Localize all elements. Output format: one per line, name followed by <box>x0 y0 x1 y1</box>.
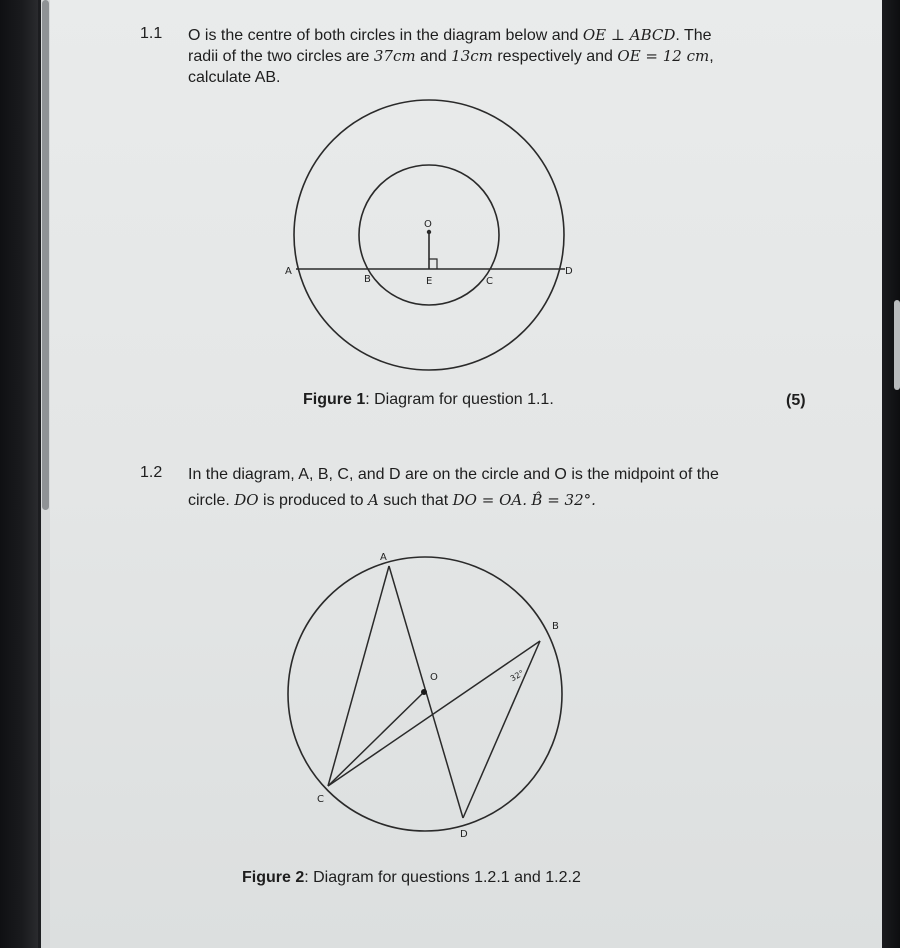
caption-bold: Figure 1 <box>303 391 366 408</box>
caption-text: : Diagram for question 1.1. <box>365 391 554 408</box>
caption-bold: Figure 2 <box>242 869 305 886</box>
q12-text: is produced to <box>258 492 368 509</box>
label-b: B <box>552 621 559 632</box>
label-c: C <box>486 276 493 287</box>
question-1-2-number: 1.2 <box>140 464 163 481</box>
caption-text: : Diagram for questions 1.2.1 and 1.2.2 <box>304 869 581 886</box>
question-1-2-line-2 <box>188 490 596 511</box>
centre-point <box>427 230 431 234</box>
q12-math: A <box>367 491 379 509</box>
q11-math: 37cm <box>373 47 416 65</box>
right-angle-marker <box>429 259 437 269</box>
q11-text: O is the centre of both circles in the diagram below and <box>188 27 583 44</box>
q12-math: DO = OA. <box>452 491 527 509</box>
marks-badge: (5) <box>786 392 806 409</box>
label-a: A <box>380 552 387 563</box>
q12-text: circle. <box>188 492 235 509</box>
q11-math: OE ⊥ ABCD <box>582 26 676 44</box>
q11-math: OE = 12 cm <box>617 47 710 65</box>
q12-math: B̂ = 32°. <box>531 491 596 509</box>
figure-1-caption <box>303 391 554 409</box>
q11-text: . The <box>675 27 712 44</box>
label-o: O <box>430 672 438 683</box>
label-d: D <box>565 266 573 277</box>
figure-2-caption <box>242 869 581 887</box>
label-b: B <box>364 274 371 285</box>
q11-text: , <box>709 48 714 65</box>
q11-text: respectively and <box>492 48 618 65</box>
centre-o-point <box>421 689 427 695</box>
q11-math: 13cm <box>451 47 493 65</box>
line-oc <box>328 692 424 786</box>
question-1-1-line-3: calculate AB. <box>188 69 281 86</box>
question-1-1-number: 1.1 <box>140 25 163 42</box>
q11-text: and <box>415 48 452 65</box>
line-ac <box>328 566 389 786</box>
q12-math: DO <box>234 491 259 509</box>
angle-label: 32° <box>508 668 526 684</box>
q11-text: radii of the two circles are <box>188 48 374 65</box>
label-c: C <box>317 794 324 805</box>
label-e: E <box>426 276 433 287</box>
label-a: A <box>285 266 292 277</box>
q12-text: such that <box>378 492 453 509</box>
label-o: O <box>424 219 432 230</box>
label-d: D <box>460 829 468 840</box>
question-1-2-line-1: In the diagram, A, B, C, and D are on the circle and O is the midpoint of the <box>188 466 719 483</box>
